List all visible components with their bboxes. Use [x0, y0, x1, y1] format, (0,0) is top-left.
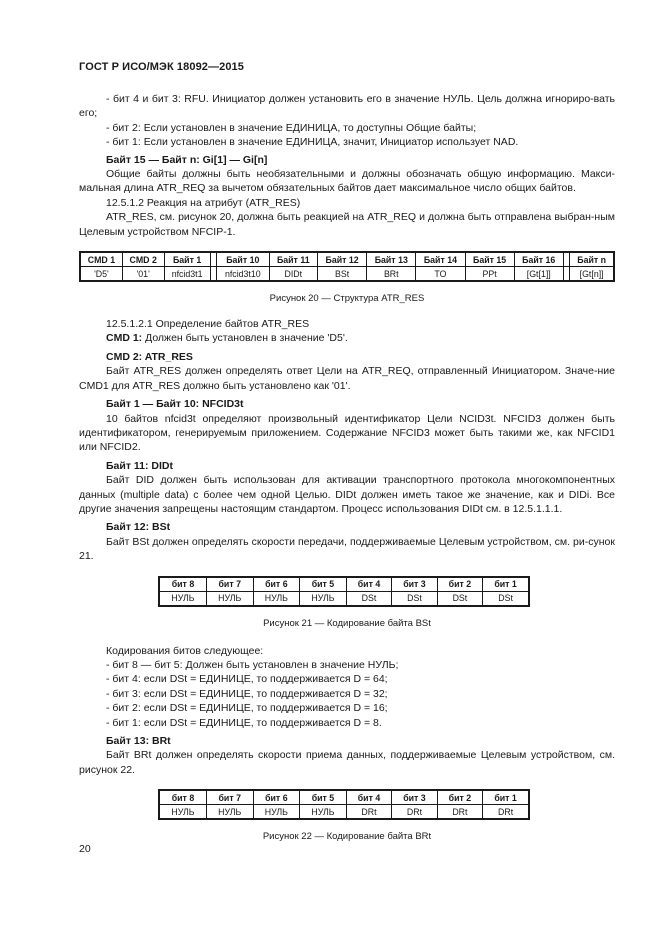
- paragraph: [79, 331, 615, 345]
- paragraph: Кодирования битов следующее:: [106, 644, 264, 657]
- section-heading: Байт 15 — Байт n: Gi[1] — Gi[n]: [106, 153, 268, 166]
- paragraph: - бит 1: Если установлен в значение ЕДИНИЦА, значит, Инициатор использует NAD.: [106, 136, 519, 149]
- table-cell: DSt: [483, 591, 529, 606]
- table-header-cell: бит 2: [437, 790, 482, 805]
- table-header-cell: Байт 11: [269, 252, 318, 267]
- table-header-cell: бит 7: [206, 790, 253, 805]
- table-cell: nfcid3t1: [164, 267, 210, 282]
- document-body: [79, 92, 615, 843]
- table-header-cell: бит 6: [253, 790, 300, 805]
- figure-20: [79, 251, 615, 305]
- paragraph: Общие байты должны быть необязательными и должны обозначать общую информацию. Макси-мальная длина ATR_REQ за вычетом обязательных байтов дает максимальное число общих байтов.: [79, 168, 615, 195]
- table-cell: НУЛЬ: [300, 591, 347, 606]
- table-cell: НУЛЬ: [206, 591, 253, 606]
- table-header-cell: Байт 14: [416, 252, 465, 267]
- table-cell: nfcid3t10: [217, 267, 269, 282]
- table-cell: TO: [416, 267, 465, 282]
- table-cell: НУЛЬ: [300, 805, 347, 820]
- table-cell: DRt: [437, 805, 482, 820]
- figure-21: [79, 576, 615, 630]
- paragraph: ATR_RES, см. рисунок 20, должна быть реакцией на ATR_REQ и должна быть отправлена выбран-ным Целевым устройством NFCIP-1.: [79, 211, 615, 238]
- figure-caption: Рисунок 20 — Структура ATR_RES: [269, 293, 425, 305]
- table-cell: НУЛЬ: [206, 805, 253, 820]
- section-heading: Байт 13: BRt: [106, 735, 171, 747]
- table-header-cell: бит 2: [437, 577, 482, 592]
- table-cell: DSt: [392, 591, 437, 606]
- page-number: 20: [79, 843, 91, 855]
- list-item: - бит 1: если DSt = ЕДИНИЦЕ, то поддерживается D = 8.: [106, 716, 382, 729]
- table-header-cell: бит 1: [483, 577, 529, 592]
- table-header-cell: CMD 1: [80, 252, 122, 267]
- list-item: - бит 3: если DSt = ЕДИНИЦЕ, то поддерживается D = 32;: [106, 687, 388, 700]
- table-header-cell: бит 3: [392, 577, 437, 592]
- table-cell: '01': [122, 267, 164, 282]
- table-row: [159, 805, 529, 820]
- table-cell: DSt: [346, 591, 391, 606]
- paragraph: Байт BSt должен определять скорости передачи, поддерживаемые Целевым устройством, см. ри-сунок 21.: [79, 535, 615, 563]
- figure-caption: Рисунок 21 — Кодирование байта BSt: [263, 617, 431, 629]
- table-cell: [Gt[n]]: [570, 267, 614, 282]
- table-cell: 'D5': [80, 267, 122, 282]
- section-heading: CMD 2: ATR_RES: [106, 350, 193, 363]
- table-cell: DRt: [392, 805, 437, 820]
- table-header-cell: Байт 10: [217, 252, 269, 267]
- table-header-cell: Байт 15: [465, 252, 514, 267]
- table-header-row: [80, 252, 614, 267]
- table-cell: PPt: [465, 267, 514, 282]
- table-header-cell: бит 3: [392, 790, 437, 805]
- term-label: CMD 1:: [106, 332, 143, 345]
- table-header-cell: бит 6: [253, 577, 300, 592]
- list-item: - бит 2: если DSt = ЕДИНИЦЕ, то поддерживается D = 16;: [106, 702, 388, 715]
- paragraph: - бит 2: Если установлен в значение ЕДИНИЦА, то доступны Общие байты;: [106, 121, 477, 134]
- figure-22: [79, 789, 615, 843]
- paragraph: 12.5.1.2 Реакция на атрибут (ATR_RES): [106, 196, 301, 209]
- table-cell: НУЛЬ: [159, 805, 206, 820]
- table-cell: НУЛЬ: [159, 591, 206, 606]
- paragraph: Байт BRt должен определять скорости приема данных, поддерживаемые Целевым устройством, см. рисунок 22.: [79, 749, 615, 776]
- atr-res-structure-table: [79, 251, 615, 282]
- list-item: - бит 8 — бит 5: Должен быть установлен в значение НУЛЬ;: [106, 658, 399, 671]
- list-item: - бит 4: если DSt = ЕДИНИЦЕ, то поддерживается D = 64;: [106, 673, 388, 686]
- paragraph: Байт DID должен быть использован для активации транспортного протокола многокомпонентных данных (multiple data) с более чем одной Целью. DIDt должен иметь такое же значение, как и DIDi. Все другие значения запрещены настоящим стандартом. Процесс использования DIDt см. в 12.5.1.1.1.: [79, 474, 615, 515]
- table-header-cell: Байт 12: [318, 252, 367, 267]
- term-text: Должен быть установлен в значение 'D5'.: [142, 332, 348, 345]
- section-heading: Байт 11: DIDt: [106, 459, 173, 472]
- table-header-row: [159, 790, 529, 805]
- document-header: ГОСТ Р ИСО/МЭК 18092—2015: [79, 61, 244, 73]
- table-row: [80, 267, 614, 282]
- table-header-cell: бит 4: [346, 577, 391, 592]
- paragraph: 12.5.1.2.1 Определение байтов ATR_RES: [106, 318, 310, 331]
- bst-coding-table: [158, 576, 530, 607]
- table-cell: НУЛЬ: [253, 805, 300, 820]
- table-cell: DSt: [437, 591, 482, 606]
- table-cell: НУЛЬ: [253, 591, 300, 606]
- table-cell: DRt: [346, 805, 391, 820]
- paragraph: 10 байтов nfcid3t определяют произвольный идентификатор Цели NCID3t. NFCID3 должен быть идентификатором, генерируемым приложением. Содержание NFCID3 может быть такими же, как NFCID1 или NFCID2.: [79, 412, 615, 454]
- table-header-cell: Байт n: [570, 252, 614, 267]
- table-header-cell: Байт 13: [367, 252, 416, 267]
- section-heading: Байт 1 — Байт 10: NFCID3t: [106, 398, 244, 411]
- paragraph: Байт ATR_RES должен определять ответ Цели на ATR_REQ, отправленный Инициатором. Значе-ние CMD1 для ATR_RES должно быть установлено как '01'.: [79, 365, 615, 392]
- table-header-row: [159, 577, 529, 592]
- table-header-cell: бит 5: [300, 577, 347, 592]
- brt-coding-table: [158, 789, 530, 820]
- table-header-cell: Байт 16: [514, 252, 563, 267]
- table-header-cell: бит 8: [159, 577, 206, 592]
- table-header-cell: бит 8: [159, 790, 206, 805]
- table-header-cell: Байт 1: [164, 252, 210, 267]
- table-cell: BRt: [367, 267, 416, 282]
- table-cell: DRt: [483, 805, 529, 820]
- table-header-cell: бит 7: [206, 577, 253, 592]
- table-row: [159, 591, 529, 606]
- table-cell: BSt: [318, 267, 367, 282]
- table-header-cell: бит 4: [346, 790, 391, 805]
- table-cell: DIDt: [269, 267, 318, 282]
- table-header-cell: бит 5: [300, 790, 347, 805]
- figure-caption: Рисунок 22 — Кодирование байта BRt: [262, 831, 432, 843]
- table-cell: [Gt[1]]: [514, 267, 563, 282]
- paragraph: - бит 4 и бит 3: RFU. Инициатор должен установить его в значение НУЛЬ. Цель должна игнориро-вать его;: [79, 93, 615, 120]
- table-header-cell: CMD 2: [122, 252, 164, 267]
- section-heading: Байт 12: BSt: [106, 521, 171, 534]
- table-header-cell: бит 1: [483, 790, 529, 805]
